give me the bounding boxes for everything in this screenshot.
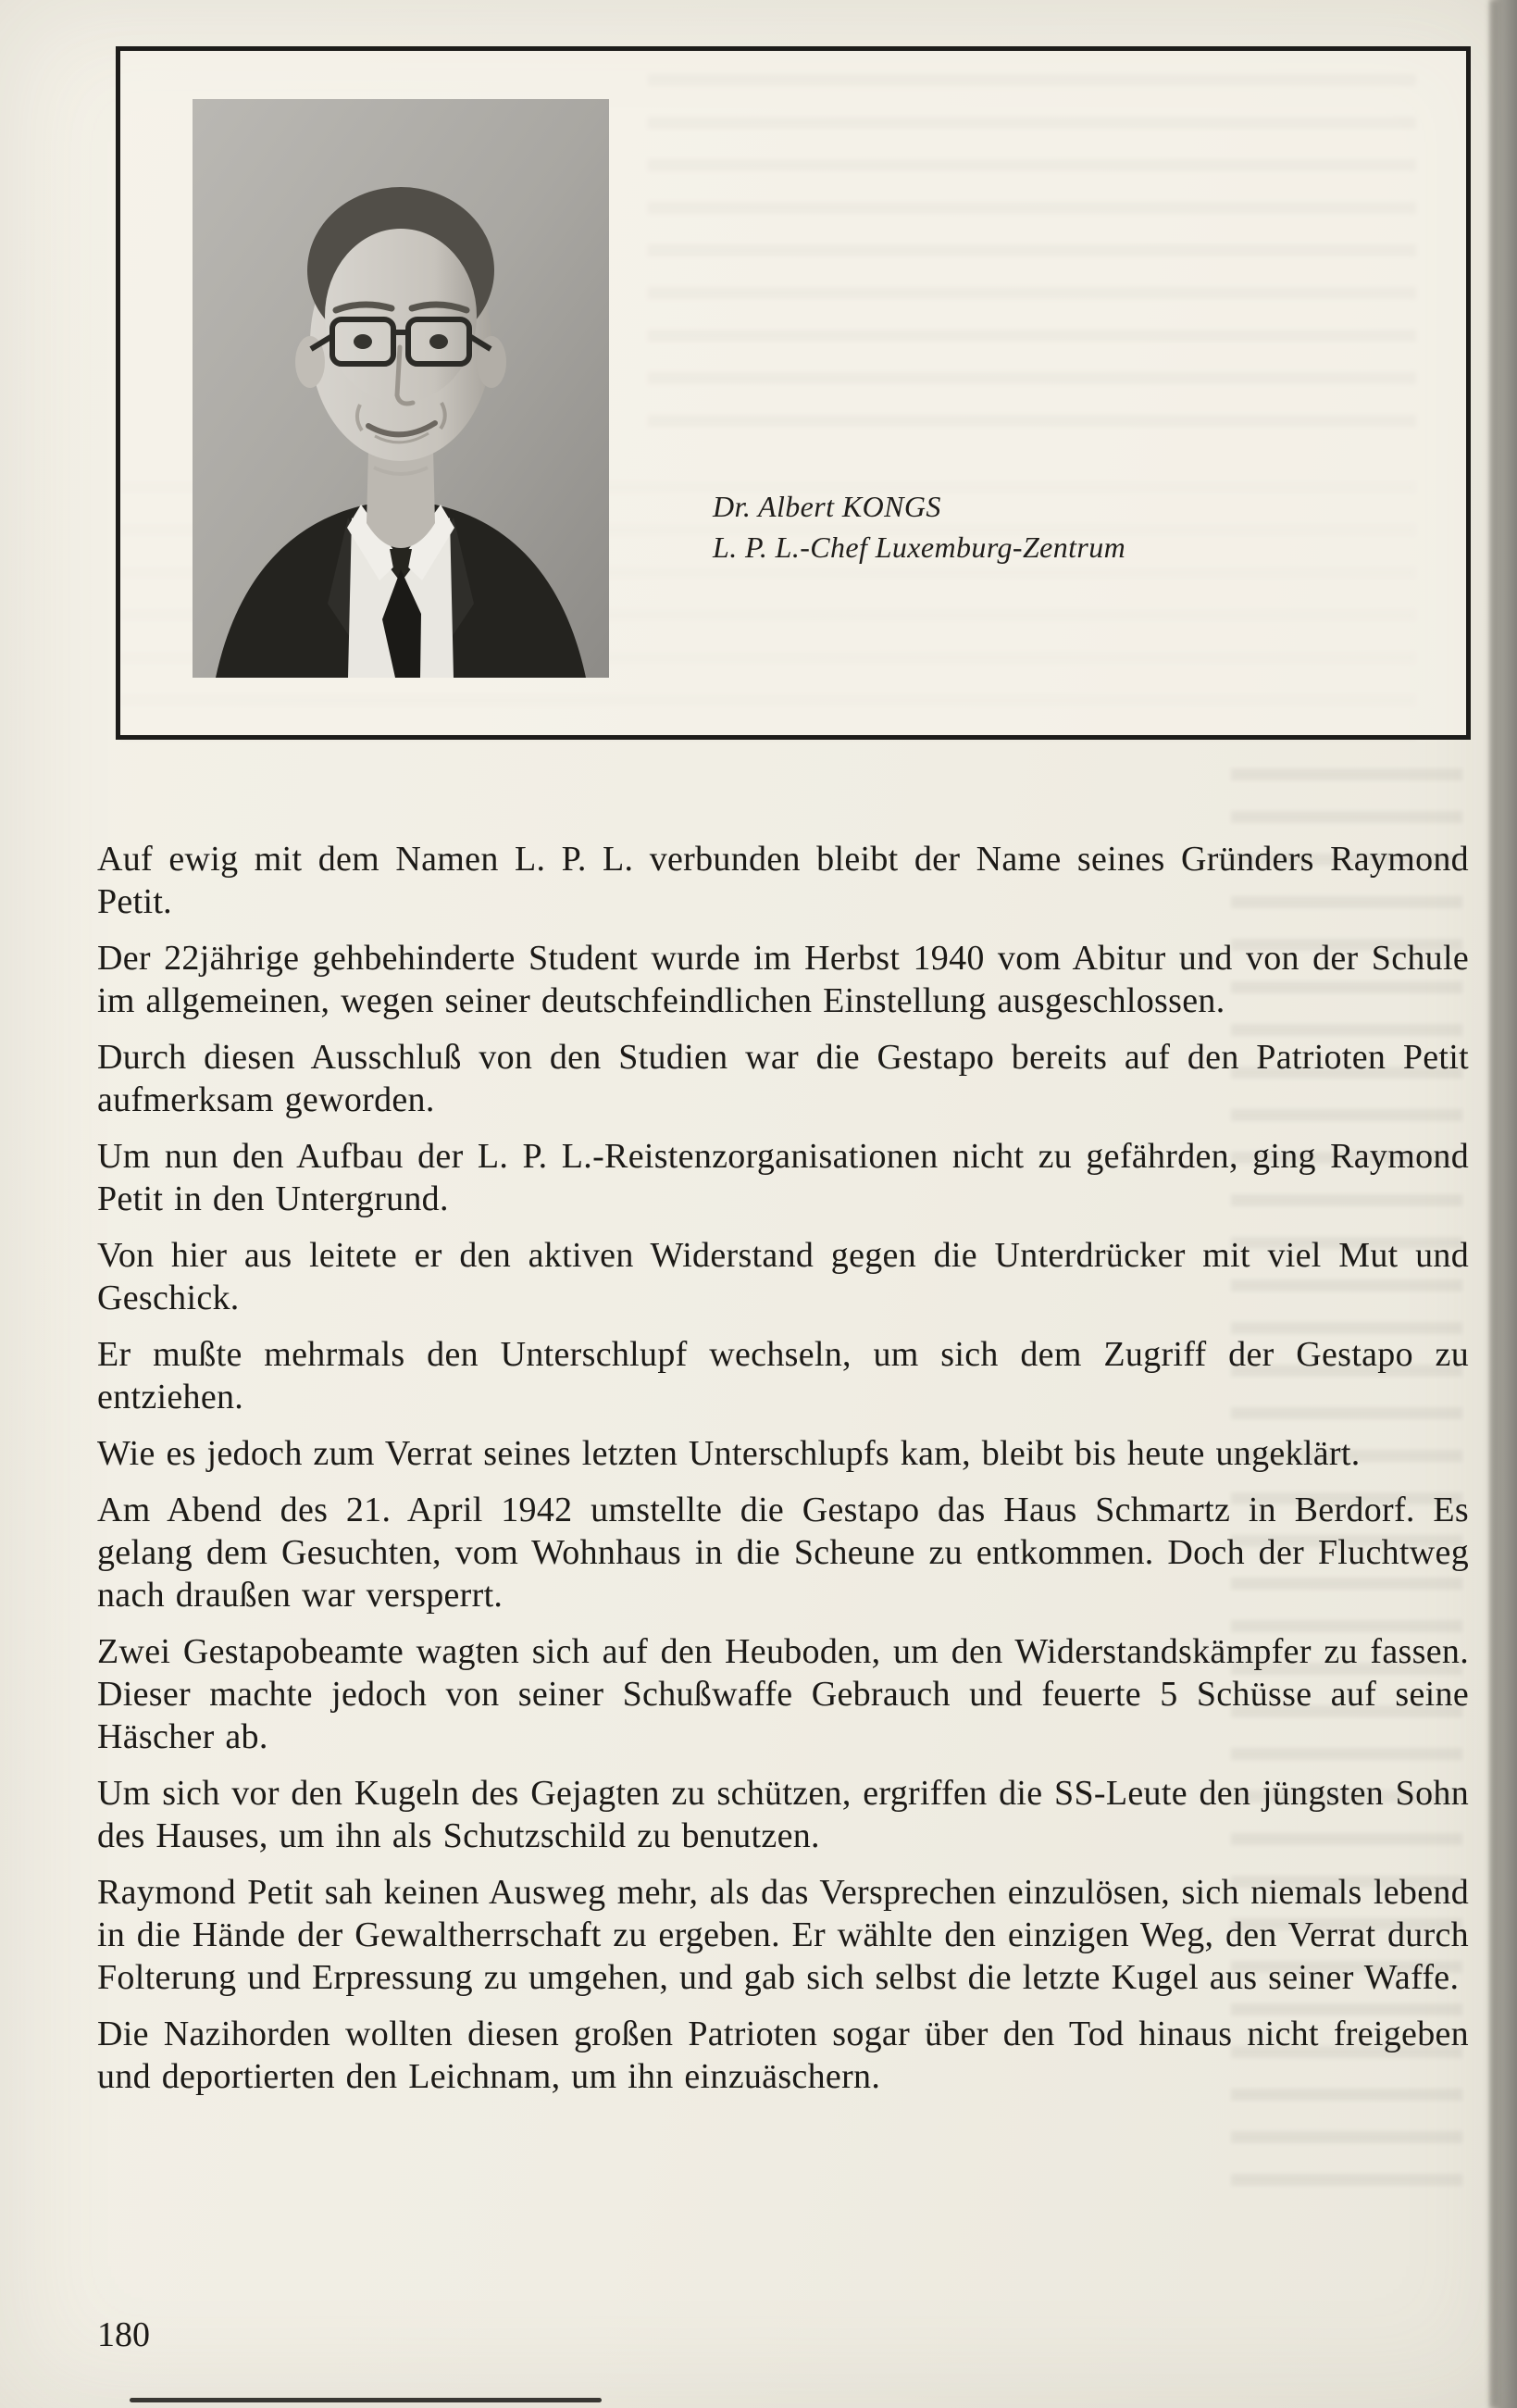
photo-caption <box>713 486 1125 568</box>
paragraph: Von hier aus leitete er den aktiven Widerstand gegen die Unterdrücker mit viel Mut und Geschick. <box>97 1236 1469 1317</box>
body-text <box>97 838 1469 2112</box>
paragraph: Er mußte mehrmals den Unterschlupf wechseln, um sich dem Zugriff der Gestapo zu entziehen. <box>97 1335 1469 1416</box>
paragraph: Die Nazihorden wollten diesen großen Patrioten sogar über den Tod hinaus nicht freigeben und deportierten den Leichnam, um ihn einzuäschern. <box>97 2015 1469 2096</box>
caption-name: Dr. Albert KONGS <box>713 490 941 523</box>
portrait-photo <box>193 99 609 678</box>
paragraph: Wie es jedoch zum Verrat seines letzten Unterschlupfs kam, bleibt bis heute ungeklärt. <box>97 1434 1361 1473</box>
caption-role: L. P. L.-Chef Luxemburg-Zentrum <box>713 530 1126 564</box>
paragraph: Durch diesen Ausschluß von den Studien war die Gestapo bereits auf den Patrioten Petit aufmerksam geworden. <box>97 1038 1469 1119</box>
paragraph: Auf ewig mit dem Namen L. P. L. verbunden bleibt der Name seines Gründers Raymond Petit. <box>97 840 1469 921</box>
paragraph: Der 22jährige gehbehinderte Student wurde im Herbst 1940 vom Abitur und von der Schule im allgemeinen, wegen seiner deutschfeindlichen Einstellung ausgeschlossen. <box>97 939 1469 1020</box>
paragraph: Um nun den Aufbau der L. P. L.-Reistenzorganisationen nicht zu gefährden, ging Raymond Petit in den Untergrund. <box>97 1137 1469 1218</box>
paragraph: Am Abend des 21. April 1942 umstellte die Gestapo das Haus Schmartz in Berdorf. Es gelang dem Gesuchten, vom Wohnhaus in die Scheune zu entkommen. Doch der Fluchtweg nach draußen war versperrt. <box>97 1491 1469 1615</box>
paragraph: Um sich vor den Kugeln des Gejagten zu schützen, ergriffen die SS-Leute den jüngsten Sohn des Hauses, um ihn als Schutzschild zu benutzen. <box>97 1774 1469 1855</box>
scan-edge-bottom <box>130 2398 602 2402</box>
paragraph: Raymond Petit sah keinen Ausweg mehr, als das Versprechen einzulösen, sich niemals lebend in die Hände der Gewaltherrschaft zu ergeben. Er wählte den einzigen Weg, den Verrat durch Folterung und Erpressung zu umgehen, und gab sich selbst die letzte Kugel aus seiner Waffe. <box>97 1873 1469 1997</box>
paragraph: Zwei Gestapobeamte wagten sich auf den Heuboden, um den Widerstandskämpfer zu fassen. Dieser machte jedoch von seiner Schußwaffe Gebrauch und feuerte 5 Schüsse auf seine Häscher ab. <box>97 1632 1469 1756</box>
scan-edge-right <box>1487 0 1517 2408</box>
photo-frame <box>116 46 1471 740</box>
page-number: 180 <box>97 2315 150 2354</box>
